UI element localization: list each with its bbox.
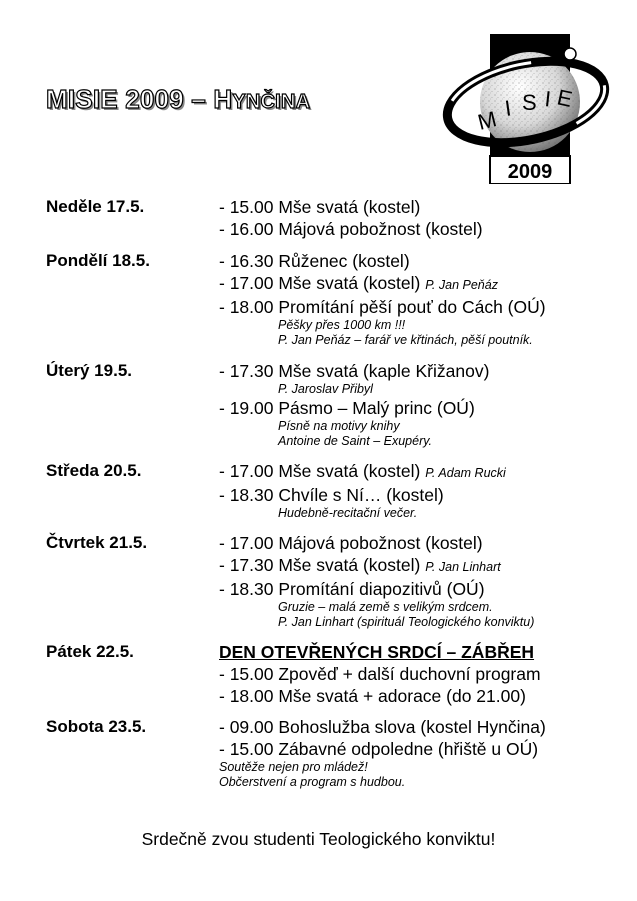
event (219, 272, 606, 296)
event-text: - 17.30 Mše svatá (kostel) (219, 555, 421, 575)
event: - 15.00 Zábavné odpoledne (hřiště u OÚ) (219, 739, 539, 759)
event (219, 460, 606, 484)
logo-letter-m: M (475, 106, 499, 135)
footer-invitation (0, 829, 637, 850)
day-wednesday (46, 460, 606, 521)
day-name: Úterý 19.5. (46, 361, 132, 380)
event: - 19.00 Pásmo – Malý princ (OÚ) (219, 398, 475, 418)
day-name: Sobota 23.5. (46, 717, 147, 736)
event-note: Antoine de Saint – Exupéry. (278, 434, 433, 448)
logo-letter-s: S (522, 90, 537, 115)
event-text: - 17.00 Mše svatá (kostel) (219, 461, 421, 481)
schedule (46, 196, 606, 790)
day-tuesday (46, 360, 606, 449)
event: - 18.30 Chvíle s Ní… (kostel) (219, 485, 444, 505)
logo-year: 2009 (507, 161, 553, 183)
event-headline: DEN OTEVŘENÝCH SRDCÍ – ZÁBŘEH (219, 642, 535, 662)
day-sunday (46, 196, 606, 240)
event-note: Gruzie – malá země s velikým srdcem. (278, 600, 493, 614)
page-title (46, 84, 310, 115)
event: - 09.00 Bohoslužba slova (kostel Hynčina) (219, 717, 546, 737)
day-friday (46, 641, 606, 707)
title-place-initial: H (213, 84, 233, 114)
logo-letter-i2: I (543, 86, 553, 112)
event-celebrant: P. Adam Rucki (425, 466, 506, 480)
event-celebrant: P. Jan Peňáz (425, 278, 498, 292)
event: - 16.00 Májová pobožnost (kostel) (219, 219, 483, 239)
title-main: MISIE 2009 – (46, 84, 214, 114)
event-note: P. Jan Peňáz – farář ve křtinách, pěší poutník. (278, 333, 533, 347)
event: - 15.00 Zpověď + další duchovní program (219, 664, 541, 684)
event-note: Soutěže nejen pro mládež! (219, 760, 368, 774)
event-note: P. Jaroslav Přibyl (278, 382, 373, 396)
event-text: - 17.00 Mše svatá (kostel) (219, 273, 421, 293)
event: - 15.00 Mše svatá (kostel) (219, 197, 421, 217)
logo-letter-e: E (554, 84, 575, 112)
event-note: P. Jan Linhart (spirituál Teologického konviktu) (278, 615, 535, 629)
event: - 17.00 Májová pobožnost (kostel) (219, 533, 483, 553)
day-name: Pátek 22.5. (46, 642, 134, 661)
event: - 18.30 Promítání diapozitivů (OÚ) (219, 579, 485, 599)
misie-logo (440, 34, 610, 184)
day-name: Středa 20.5. (46, 461, 142, 480)
event: - 17.30 Mše svatá (kaple Křižanov) (219, 361, 490, 381)
day-name: Neděle 17.5. (46, 197, 145, 216)
day-saturday (46, 716, 606, 790)
day-monday (46, 250, 606, 348)
day-name: Čtvrtek 21.5. (46, 533, 148, 552)
day-name: Pondělí 18.5. (46, 251, 150, 270)
footer-text: Srdečně zvou studenti Teologického konviktu! (141, 829, 496, 849)
logo-moon (564, 48, 576, 60)
title-place-rest: YNČINA (232, 91, 311, 113)
event: - 16.30 Růženec (kostel) (219, 251, 410, 271)
logo-letter-i1: I (503, 95, 513, 121)
event-note: Písně na motivy knihy (278, 419, 400, 433)
event: - 18.00 Promítání pěší pouť do Cách (OÚ) (219, 297, 546, 317)
day-thursday (46, 532, 606, 630)
event-note: Pěšky přes 1000 km !!! (278, 318, 406, 332)
event (219, 554, 606, 578)
event: - 18.00 Mše svatá + adorace (do 21.00) (219, 686, 526, 706)
event-celebrant: P. Jan Linhart (425, 560, 501, 574)
event-note: Občerstvení a program s hudbou. (219, 775, 406, 789)
event-note: Hudebně-recitační večer. (278, 506, 418, 520)
